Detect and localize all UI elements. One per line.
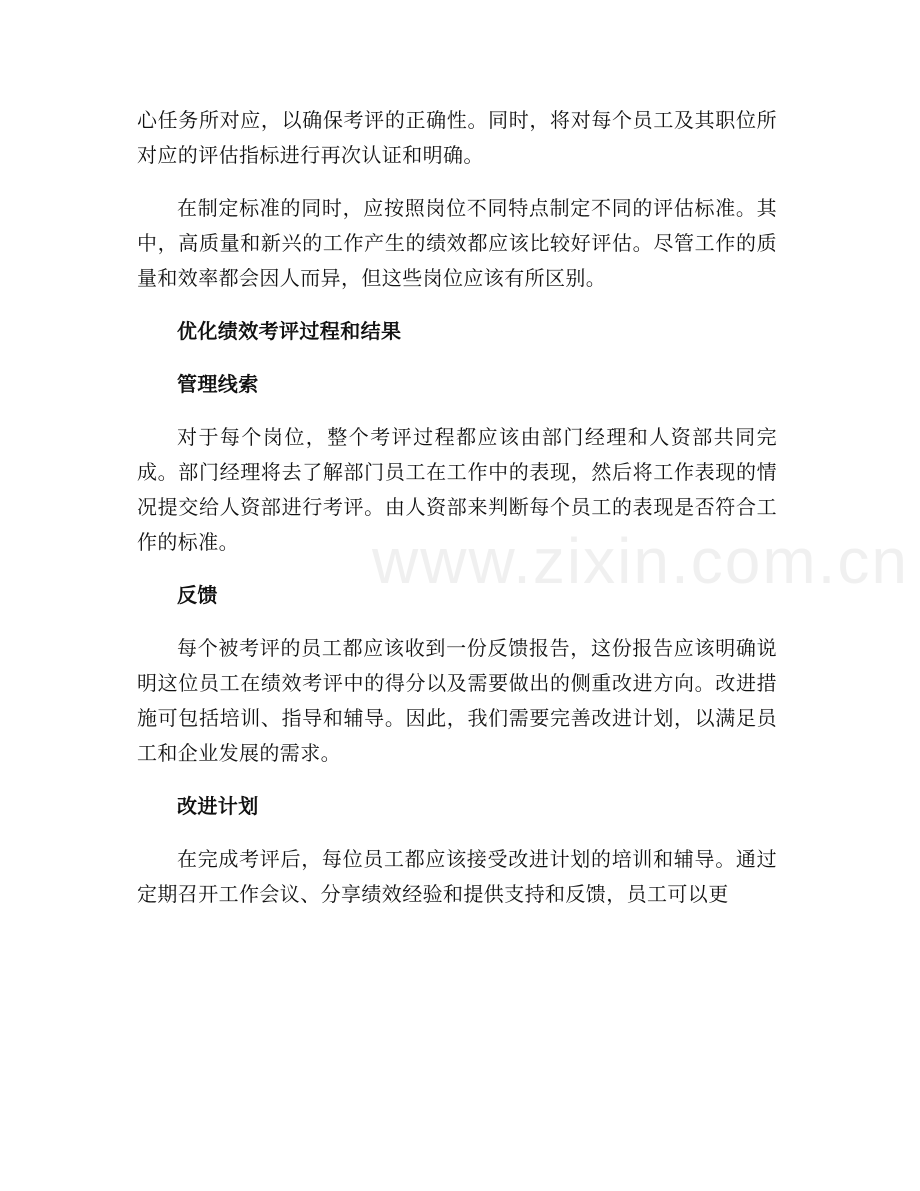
subheading-improvement-plan: 改进计划 [177, 794, 259, 818]
subheading-management-clues: 管理线索 [177, 372, 259, 396]
paragraph-improvement: 在完成考评后，每位员工都应该接受改进计划的培训和辅导。通过定期召开工作会议、分享绩效经验和提供支持和反馈，员工可以更 [137, 847, 777, 906]
section-heading-optimize: 优化绩效考评过程和结果 [177, 319, 402, 343]
paragraph-continuation: 心任务所对应，以确保考评的正确性。同时，将对每个员工及其职位所对应的评估指标进行再次认证和明确。 [137, 108, 777, 167]
paragraph-feedback: 每个被考评的员工都应该收到一份反馈报告，这份报告应该明确说明这位员工在绩效考评中的得分以及需要做出的侧重改进方向。改进措施可包括培训、指导和辅导。因此，我们需要完善改进计划，以满足员工和企业发展的需求。 [137, 636, 777, 765]
paragraph-management: 对于每个岗位，整个考评过程都应该由部门经理和人资部共同完成。部门经理将去了解部门员工在工作中的表现，然后将工作表现的情况提交给人资部进行考评。由人资部来判断每个员工的表现是否符合工作的标准。 [137, 425, 777, 554]
paragraph-standards: 在制定标准的同时，应按照岗位不同特点制定不同的评估标准。其中，高质量和新兴的工作产生的绩效都应该比较好评估。尽管工作的质量和效率都会因人而异，但这些岗位应该有所区别。 [137, 196, 777, 290]
subheading-feedback: 反馈 [177, 583, 218, 607]
watermark-text: www.zixin.com.cn [372, 525, 909, 597]
document-body [137, 103, 777, 930]
